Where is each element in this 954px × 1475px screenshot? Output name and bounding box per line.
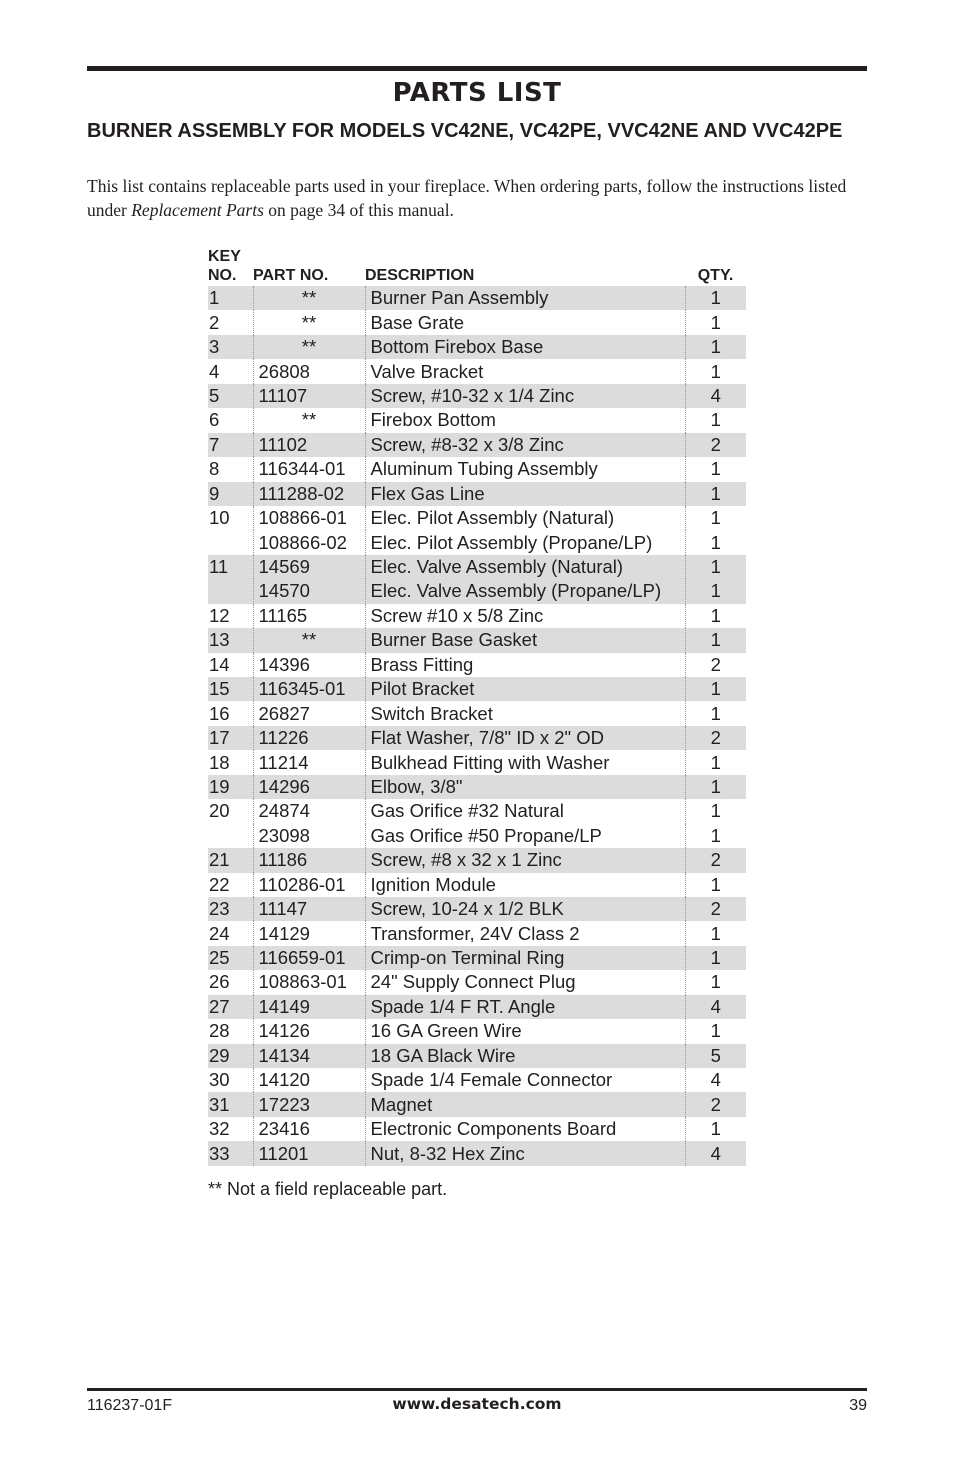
description-cell: Pilot Bracket <box>365 677 685 701</box>
part-cell: 14126 <box>253 1019 365 1043</box>
part-cell: 23098 <box>253 824 365 848</box>
part-cell: 14396 <box>253 653 365 677</box>
table-row <box>208 335 746 359</box>
description-cell: Electronic Components Board <box>365 1117 685 1141</box>
description-cell: Bottom Firebox Base <box>365 335 685 359</box>
table-row <box>208 628 746 652</box>
table-row <box>208 1068 746 1092</box>
key-cell: 6 <box>209 409 220 431</box>
table-header-row <box>208 247 746 286</box>
key-cell <box>208 530 253 554</box>
table-row <box>208 579 746 603</box>
header-key-line2: NO. <box>208 267 237 284</box>
part-cell: 11165 <box>253 604 365 628</box>
qty-cell: 1 <box>685 457 746 481</box>
key-cell: 26 <box>209 971 230 993</box>
section-heading: BURNER ASSEMBLY FOR MODELS VC42NE, VC42PE, VVC42NE AND VVC42PE <box>87 120 843 142</box>
part-cell: 23416 <box>253 1117 365 1141</box>
parts-table <box>208 247 746 1166</box>
table-row <box>208 775 746 799</box>
key-cell <box>208 824 253 848</box>
part-cell: 11147 <box>253 897 365 921</box>
table-row <box>208 921 746 945</box>
qty-cell: 1 <box>685 555 746 579</box>
qty-cell: 1 <box>685 701 746 725</box>
part-cell: 11102 <box>253 433 365 457</box>
qty-cell: 2 <box>685 653 746 677</box>
table-row <box>208 384 746 408</box>
table-row <box>208 873 746 897</box>
description-cell: Screw, 10-24 x 1/2 BLK <box>365 897 685 921</box>
table-row <box>208 677 746 701</box>
qty-cell: 1 <box>685 677 746 701</box>
footer-page-number: 39 <box>849 1397 867 1414</box>
qty-cell: 1 <box>685 310 746 334</box>
description-cell: Screw #10 x 5/8 Zinc <box>365 604 685 628</box>
qty-cell: 2 <box>685 433 746 457</box>
footer-website: www.desatech.com <box>392 1395 562 1413</box>
description-cell: Spade 1/4 Female Connector <box>365 1068 685 1092</box>
key-cell: 1 <box>208 286 253 310</box>
description-cell: Elbow, 3/8" <box>365 775 685 799</box>
table-row <box>208 799 746 823</box>
qty-cell: 1 <box>685 946 746 970</box>
qty-cell: 1 <box>685 506 746 530</box>
description-cell: Flat Washer, 7/8" ID x 2" OD <box>365 726 685 750</box>
key-cell: 32 <box>209 1118 230 1140</box>
table-row <box>208 946 746 970</box>
header-key-no <box>208 247 253 286</box>
key-cell: 29 <box>208 1044 253 1068</box>
key-cell: 17 <box>208 726 253 750</box>
qty-cell: 1 <box>685 824 746 848</box>
part-cell: 116659-01 <box>253 946 365 970</box>
description-cell: Elec. Pilot Assembly (Propane/LP) <box>365 530 685 554</box>
key-cell: 2 <box>209 311 220 333</box>
top-rule <box>87 66 867 71</box>
qty-cell: 4 <box>685 1068 746 1092</box>
part-cell: 11214 <box>253 750 365 774</box>
intro-link-replacement-parts: Replacement Parts <box>131 199 264 220</box>
description-cell: Transformer, 24V Class 2 <box>365 921 685 945</box>
description-cell: Screw, #10-32 x 1/4 Zinc <box>365 384 685 408</box>
qty-cell: 2 <box>685 726 746 750</box>
qty-cell: 5 <box>685 1044 746 1068</box>
description-cell: Aluminum Tubing Assembly <box>365 457 685 481</box>
qty-cell: 2 <box>685 848 746 872</box>
key-cell: 13 <box>208 628 253 652</box>
footer-doc-number: 116237-01F <box>87 1397 173 1414</box>
table-row <box>208 506 746 530</box>
page-title: PARTS LIST <box>392 78 562 108</box>
part-cell: 14149 <box>253 995 365 1019</box>
intro-text-before: This list contains replaceable parts used in your fireplace. When ordering parts, follow the instructions listed under <box>87 176 847 220</box>
part-cell: ** <box>253 286 365 310</box>
table-row <box>208 653 746 677</box>
qty-cell: 1 <box>685 579 746 603</box>
description-cell: Gas Orifice #32 Natural <box>365 799 685 823</box>
table-row <box>208 897 746 921</box>
key-cell: 10 <box>209 507 230 529</box>
key-cell: 18 <box>209 751 230 773</box>
part-cell: 108863-01 <box>253 970 365 994</box>
table-row <box>208 1044 746 1068</box>
table-row <box>208 726 746 750</box>
table-row <box>208 482 746 506</box>
key-cell: 11 <box>208 555 253 579</box>
part-cell: 26808 <box>253 359 365 383</box>
table-row <box>208 1117 746 1141</box>
qty-cell: 1 <box>685 359 746 383</box>
part-cell: 14569 <box>253 555 365 579</box>
description-cell: Screw, #8-32 x 3/8 Zinc <box>365 433 685 457</box>
part-cell: 11107 <box>253 384 365 408</box>
qty-cell: 1 <box>685 628 746 652</box>
part-cell: 24874 <box>253 799 365 823</box>
qty-cell: 1 <box>685 408 746 432</box>
part-cell: 14129 <box>253 921 365 945</box>
part-cell: 14296 <box>253 775 365 799</box>
description-cell: Ignition Module <box>365 873 685 897</box>
table-row <box>208 995 746 1019</box>
footnote: ** Not a field replaceable part. <box>208 1179 448 1199</box>
key-cell: 30 <box>209 1069 230 1091</box>
part-cell: 11226 <box>253 726 365 750</box>
table-row <box>208 530 746 554</box>
part-cell: ** <box>253 408 365 432</box>
key-cell: 24 <box>209 922 230 944</box>
part-cell: ** <box>253 310 365 334</box>
table-row <box>208 555 746 579</box>
table-row <box>208 701 746 725</box>
description-cell: Switch Bracket <box>365 701 685 725</box>
table-row <box>208 1092 746 1116</box>
qty-cell: 1 <box>685 1117 746 1141</box>
intro-text-after: on page 34 of this manual. <box>263 199 454 220</box>
qty-cell: 1 <box>685 799 746 823</box>
key-cell: 15 <box>208 677 253 701</box>
description-cell: Flex Gas Line <box>365 482 685 506</box>
key-cell <box>208 579 253 603</box>
description-cell: 16 GA Green Wire <box>365 1019 685 1043</box>
intro-paragraph <box>87 175 877 222</box>
key-cell: 33 <box>208 1141 253 1165</box>
table-row <box>208 310 746 334</box>
qty-cell: 4 <box>685 1141 746 1165</box>
description-cell: Elec. Pilot Assembly (Natural) <box>365 506 685 530</box>
key-cell: 14 <box>209 653 230 675</box>
part-cell: 108866-01 <box>253 506 365 530</box>
description-cell: Firebox Bottom <box>365 408 685 432</box>
part-cell: 116345-01 <box>253 677 365 701</box>
qty-cell: 1 <box>685 530 746 554</box>
part-cell: 110286-01 <box>253 873 365 897</box>
qty-cell: 1 <box>685 970 746 994</box>
qty-cell: 1 <box>685 921 746 945</box>
table-row <box>208 408 746 432</box>
description-cell: Valve Bracket <box>365 359 685 383</box>
key-cell: 28 <box>209 1020 230 1042</box>
description-cell: Magnet <box>365 1092 685 1116</box>
part-cell: 116344-01 <box>253 457 365 481</box>
header-description: DESCRIPTION <box>365 267 475 284</box>
description-cell: Burner Base Gasket <box>365 628 685 652</box>
description-cell: Screw, #8 x 32 x 1 Zinc <box>365 848 685 872</box>
table-row <box>208 359 746 383</box>
qty-cell: 1 <box>685 1019 746 1043</box>
key-cell: 25 <box>208 946 253 970</box>
key-cell: 4 <box>209 360 220 382</box>
description-cell: Spade 1/4 F RT. Angle <box>365 995 685 1019</box>
qty-cell: 1 <box>685 286 746 310</box>
description-cell: Bulkhead Fitting with Washer <box>365 750 685 774</box>
key-cell: 16 <box>209 702 230 724</box>
table-row <box>208 433 746 457</box>
description-cell: Crimp-on Terminal Ring <box>365 946 685 970</box>
key-cell: 3 <box>208 335 253 359</box>
key-cell: 31 <box>208 1092 253 1116</box>
description-cell: 24" Supply Connect Plug <box>365 970 685 994</box>
qty-cell: 1 <box>685 335 746 359</box>
part-cell: 14120 <box>253 1068 365 1092</box>
table-row <box>208 286 746 310</box>
qty-cell: 1 <box>685 873 746 897</box>
qty-cell: 1 <box>685 604 746 628</box>
key-cell: 22 <box>209 873 230 895</box>
header-key-line1: KEY <box>208 248 241 265</box>
table-row <box>208 604 746 628</box>
table-row <box>208 750 746 774</box>
key-cell: 23 <box>208 897 253 921</box>
qty-cell: 2 <box>685 897 746 921</box>
table-row <box>208 1019 746 1043</box>
part-cell: 11201 <box>253 1141 365 1165</box>
qty-cell: 1 <box>685 482 746 506</box>
part-cell: ** <box>253 628 365 652</box>
table-row <box>208 970 746 994</box>
key-cell: 5 <box>208 384 253 408</box>
part-cell: 108866-02 <box>253 530 365 554</box>
key-cell: 20 <box>209 800 230 822</box>
qty-cell: 4 <box>685 384 746 408</box>
part-cell: 17223 <box>253 1092 365 1116</box>
part-cell: 14570 <box>253 579 365 603</box>
table-row <box>208 457 746 481</box>
key-cell: 9 <box>208 482 253 506</box>
qty-cell: 1 <box>685 775 746 799</box>
header-part-no: PART NO. <box>253 267 329 284</box>
key-cell: 7 <box>208 433 253 457</box>
description-cell: 18 GA Black Wire <box>365 1044 685 1068</box>
part-cell: 14134 <box>253 1044 365 1068</box>
header-qty: QTY. <box>697 267 734 284</box>
bottom-rule <box>87 1388 867 1391</box>
part-cell: 11186 <box>253 848 365 872</box>
parts-table-body <box>208 286 746 1166</box>
description-cell: Elec. Valve Assembly (Propane/LP) <box>365 579 685 603</box>
key-cell: 12 <box>209 604 230 626</box>
description-cell: Burner Pan Assembly <box>365 286 685 310</box>
key-cell: 21 <box>208 848 253 872</box>
qty-cell: 4 <box>685 995 746 1019</box>
qty-cell: 2 <box>685 1092 746 1116</box>
description-cell: Elec. Valve Assembly (Natural) <box>365 555 685 579</box>
part-cell: 111288-02 <box>253 482 365 506</box>
description-cell: Nut, 8-32 Hex Zinc <box>365 1141 685 1165</box>
key-cell: 27 <box>208 995 253 1019</box>
table-row <box>208 848 746 872</box>
key-cell: 8 <box>209 458 220 480</box>
table-row <box>208 824 746 848</box>
qty-cell: 1 <box>685 750 746 774</box>
description-cell: Base Grate <box>365 310 685 334</box>
part-cell: 26827 <box>253 701 365 725</box>
part-cell: ** <box>253 335 365 359</box>
description-cell: Gas Orifice #50 Propane/LP <box>365 824 685 848</box>
table-row <box>208 1141 746 1165</box>
key-cell: 19 <box>208 775 253 799</box>
description-cell: Brass Fitting <box>365 653 685 677</box>
